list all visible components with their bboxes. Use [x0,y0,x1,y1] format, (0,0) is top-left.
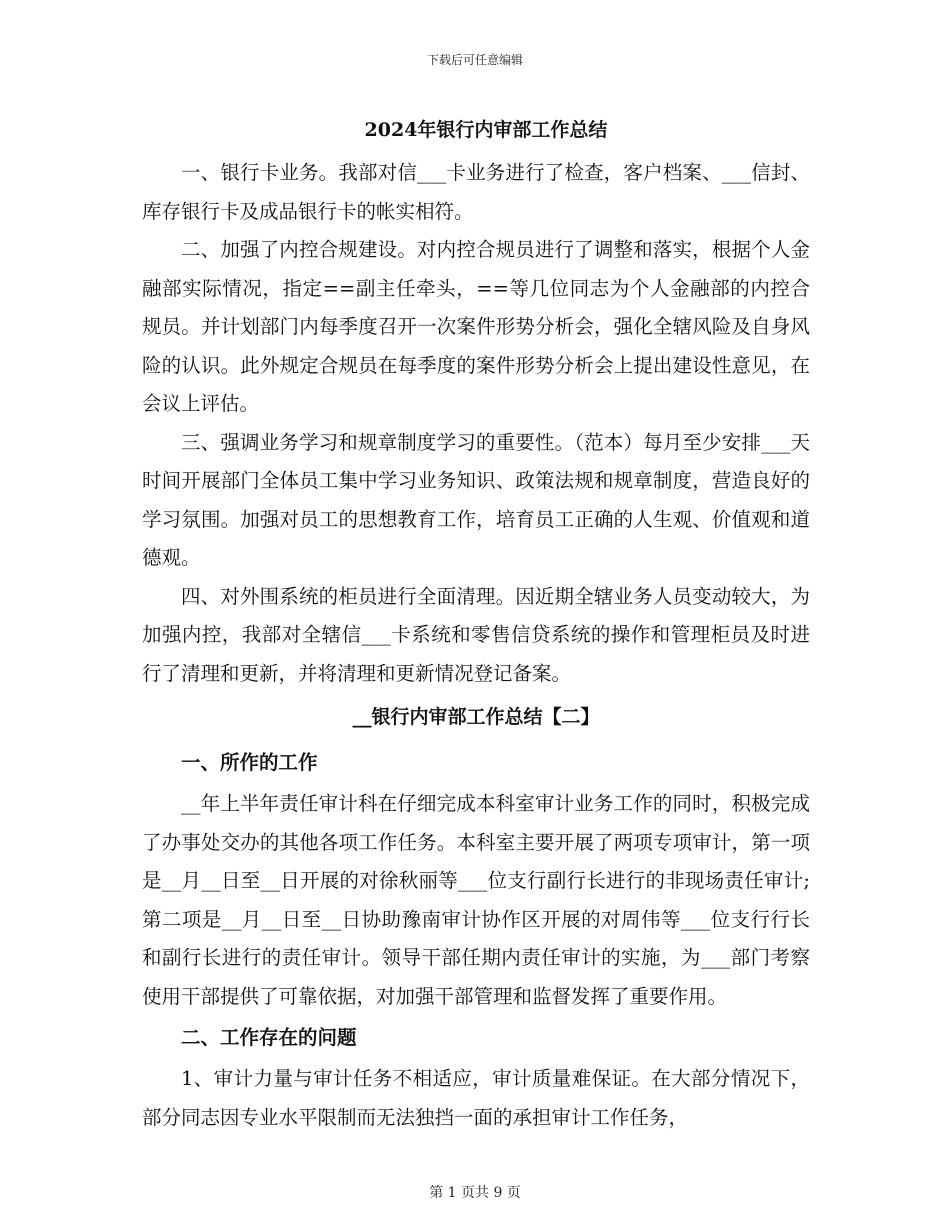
paragraph-internal-control: 二、加强了内控合规建设。对内控合规员进行了调整和落实，根据个人金融部实际情况，指定==副主任牵头，==等几位同志为个人金融部的内控合规员。并计划部门内每季度召开一次案件形势分析会，强化全辖风险及自身风险的认识。此外规定合规员在每季度的案件形势分析会上提出建设性意见，在会议上评估。 [142,238,810,415]
heading-work-done: 一、所作的工作 [181,751,318,774]
document-title: 2024年银行内审部工作总结 [364,119,608,141]
paragraph-bank-card: 一、银行卡业务。我部对信___卡业务进行了检查，客户档案、___信封、库存银行卡及成品银行卡的帐实相符。 [142,161,810,223]
paragraph-work-done: __年上半年责任审计科在仔细完成本科室审计业务工作的同时，积极完成了办事处交办的其他各项工作任务。本科室主要开展了两项专项审计，第一项是__月__日至__日开展的对徐秋丽等___位支行副行长进行的非现场责任审计;第二项是__月__日至__日协助豫南审计协作区开展的对周伟等___位支行行长和副行长进行的责任审计。领导干部任期内责任审计的实施，为___部门考察使用干部提供了可靠依据，对加强干部管理和监督发挥了重要作用。 [142,792,810,1008]
document-body [142,106,810,1137]
page-header: 下载后可任意编辑 [426,53,523,67]
page-footer: 第 1 页共 9 页 [429,1185,521,1201]
heading-problems: 二、工作存在的问题 [181,1026,357,1049]
paragraph-study: 三、强调业务学习和规章制度学习的重要性。（范本）每月至少安排___天时间开展部门全体员工集中学习业务知识、政策法规和规章制度，营造良好的学习氛围。加强对员工的思想教育工作，培育员工正确的人生观、价值观和道德观。 [142,430,810,569]
paragraph-problems: 1、审计力量与审计任务不相适应，审计质量难保证。在大部分情况下，部分同志因专业水平限制而无法独挡一面的承担审计工作任务， [142,1067,810,1129]
paragraph-teller-cleanup: 四、对外围系统的柜员进行全面清理。因近期全辖业务人员变动较大，为加强内控，我部对全辖信___卡系统和零售信贷系统的操作和管理柜员及时进行了清理和更新，并将清理和更新情况登记备案。 [142,584,810,685]
section-title-2: __银行内审部工作总结【二】 [352,706,600,728]
